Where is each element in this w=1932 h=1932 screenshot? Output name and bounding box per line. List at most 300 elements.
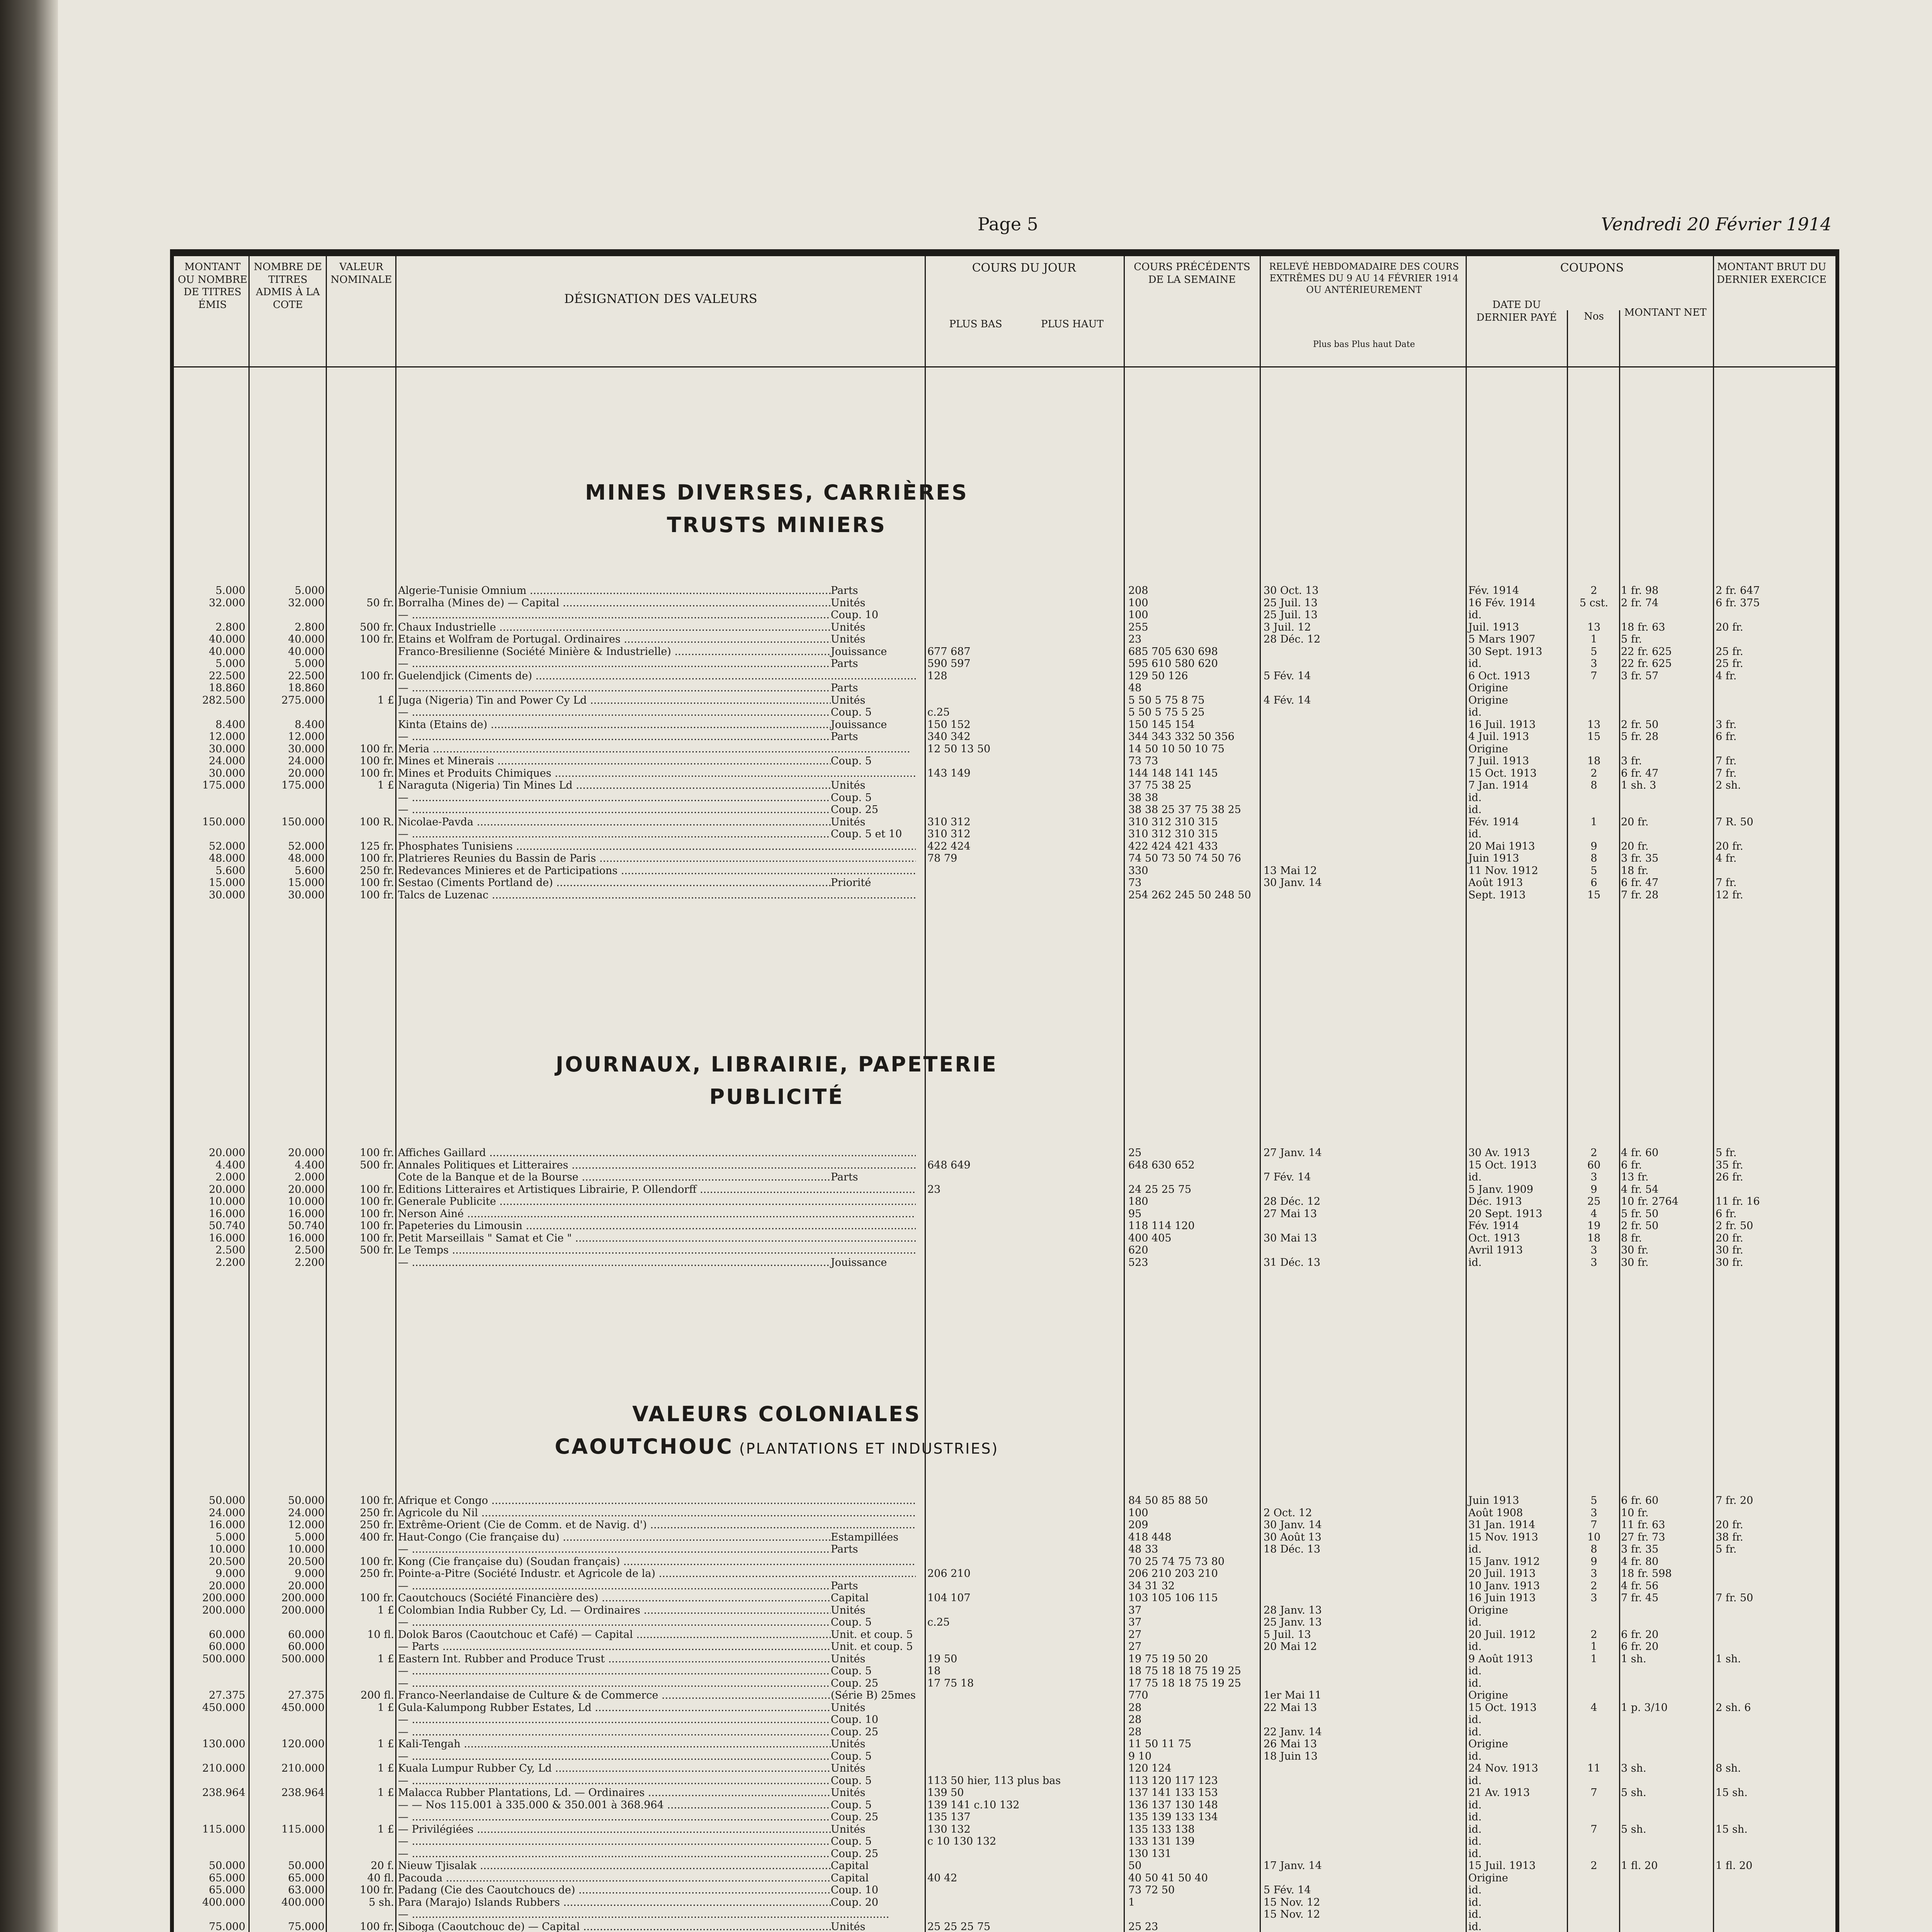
cell-montant-brut: 35 fr. <box>1716 1159 1743 1171</box>
cell-cours-precedents: 28 <box>1128 1701 1142 1714</box>
section-title-line1: MINES DIVERSES, CARRIÈRES <box>585 480 968 505</box>
cell-categorie: Coup. 5 <box>831 1616 923 1629</box>
cell-coupon-date: id. <box>1468 609 1482 621</box>
cell-coupon-date: id. <box>1468 1908 1482 1920</box>
table-row <box>174 1604 1835 1617</box>
table-row <box>174 1738 1835 1750</box>
col-plus-haut: PLUS HAUT <box>1041 318 1104 330</box>
issue-date: Vendredi 20 Février 1914 <box>1601 214 1832 235</box>
cell-valeur: 200 fl. <box>361 1689 394 1701</box>
section-title <box>398 1398 1155 1463</box>
cell-coupon-date: Août 1913 <box>1468 877 1523 889</box>
cell-coupon-date: Origine <box>1468 682 1508 694</box>
cell-releve-date: 30 Mai 13 <box>1264 1232 1317 1244</box>
cell-categorie: Coup. 5 et 10 <box>831 828 923 840</box>
cell-montant: 50.000 <box>209 1495 245 1507</box>
cell-cours-precedents: 27 <box>1128 1641 1142 1653</box>
cell-nombre: 5.000 <box>294 585 325 597</box>
cell-designation: Affiches Gaillard ..... <box>398 1147 916 1159</box>
cell-cours-precedents: 40 50 41 50 40 <box>1128 1872 1208 1884</box>
cell-designation: Siboga (Caoutchouc de) — Capital ..... <box>398 1921 916 1932</box>
cell-coupon-date: id. <box>1468 658 1482 670</box>
page-number: Page 5 <box>978 214 1038 235</box>
cell-coupon-date: 20 Juil. 1912 <box>1468 1628 1536 1641</box>
cell-categorie: Capital <box>831 1592 923 1604</box>
cell-coupon-date: 20 Sept. 1913 <box>1468 1208 1543 1220</box>
cell-montant-net: 1 fl. 20 <box>1621 1860 1658 1872</box>
cell-montant: 50.000 <box>209 1860 245 1872</box>
cell-nombre: 15.000 <box>288 877 325 889</box>
cell-montant: 22.500 <box>209 670 245 682</box>
cell-designation: — ..... <box>398 1750 916 1763</box>
cell-designation: Franco-Neerlandaise de Culture & de Commerce ..... <box>398 1689 916 1702</box>
cell-cours-precedents: 118 114 120 <box>1128 1220 1195 1232</box>
cell-cours-precedents: 254 262 245 50 248 50 <box>1128 889 1251 901</box>
cell-valeur: 100 fr. <box>360 1208 394 1220</box>
cell-designation: Annales Politiques et Litteraires ..... <box>398 1159 916 1172</box>
cell-designation: — ..... <box>398 1835 916 1848</box>
cell-coupon-date: 15 Oct. 1913 <box>1468 767 1537 779</box>
cell-valeur: 100 fr. <box>360 1183 394 1196</box>
cell-cours-precedents: 135 139 133 134 <box>1128 1811 1218 1823</box>
cell-montant-brut: 15 sh. <box>1716 1823 1748 1835</box>
cell-categorie: Coup. 10 <box>831 1714 923 1726</box>
cell-releve-date: 30 Oct. 13 <box>1264 585 1319 597</box>
cell-montant-net: 20 fr. <box>1621 840 1649 852</box>
cell-releve-date: 20 Mai 12 <box>1264 1641 1317 1653</box>
cell-categorie: Unités <box>831 1738 923 1750</box>
cell-coupon-no: 2 <box>1590 1580 1597 1592</box>
cell-coupon-date: Juin 1913 <box>1468 852 1519 864</box>
cell-designation: Kuala Lumpur Rubber Cy, Ld ..... <box>398 1762 916 1775</box>
cell-nombre: 400.000 <box>281 1896 325 1908</box>
cell-categorie: Coup. 5 <box>831 706 923 719</box>
cell-coupon-date: id. <box>1468 1920 1482 1932</box>
cell-designation: Juga (Nigeria) Tin and Power Cy Ld ..... <box>398 694 916 707</box>
cell-releve-date: 15 Nov. 12 <box>1264 1896 1320 1908</box>
cell-montant-brut: 6 fr. <box>1716 731 1737 743</box>
cell-nombre: 18.860 <box>288 682 325 694</box>
section-rows <box>174 1147 1835 1269</box>
cell-coupon-date: Fév. 1914 <box>1468 1220 1519 1232</box>
cell-cours-precedents: 37 75 38 25 <box>1128 779 1192 791</box>
cell-releve-date: 25 Juil. 13 <box>1264 597 1318 609</box>
table-row <box>174 1896 1835 1909</box>
cell-cours-precedents: 48 <box>1128 682 1142 694</box>
cell-nombre: 10.000 <box>288 1543 325 1555</box>
cell-montant-net: 7 fr. 45 <box>1621 1592 1659 1604</box>
cell-montant-brut: 7 fr. <box>1716 877 1737 889</box>
cell-cours-jour: 422 424 <box>927 840 971 852</box>
cell-montant-net: 22 fr. 625 <box>1621 645 1672 658</box>
table-row <box>174 1714 1835 1726</box>
cell-designation: Petit Marseillais " Samat et Cie " ..... <box>398 1232 916 1245</box>
cell-montant-net: 5 sh. <box>1621 1787 1646 1799</box>
cell-categorie: Unités <box>831 1702 923 1714</box>
cell-cours-jour: 17 75 18 <box>927 1677 974 1689</box>
cell-coupon-no: 3 <box>1590 1256 1597 1269</box>
table-row <box>174 1592 1835 1604</box>
table-row <box>174 1702 1835 1714</box>
table-row <box>174 1147 1835 1159</box>
cell-montant: 50.740 <box>209 1220 245 1232</box>
cell-releve-date: 25 Janv. 13 <box>1264 1616 1322 1628</box>
cell-montant-net: 4 fr. 80 <box>1621 1555 1659 1568</box>
col-cours-precedents: COURS PRÉCÉDENTS DE LA SEMAINE <box>1134 261 1250 286</box>
cell-designation: — ..... <box>398 804 916 816</box>
cell-cours-precedents: 135 133 138 <box>1128 1823 1195 1835</box>
cell-valeur: 1 £ <box>378 1653 394 1665</box>
cell-montant-net: 1 sh. 3 <box>1621 779 1656 791</box>
cell-montant-brut: 1 fl. 20 <box>1716 1860 1753 1872</box>
col-date-dernier: DATE DU DERNIER PAYÉ <box>1476 299 1557 323</box>
cell-montant-net: 5 fr. 28 <box>1621 731 1659 743</box>
cell-coupon-date: Sept. 1913 <box>1468 889 1526 901</box>
cell-montant-net: 2 fr. 74 <box>1621 597 1659 609</box>
cell-valeur: 10 fl. <box>367 1628 394 1641</box>
section-title-main: PUBLICITÉ <box>709 1084 844 1109</box>
cell-designation: — ..... <box>398 1775 916 1787</box>
table-row <box>174 1159 1835 1172</box>
cell-cours-precedents: 620 <box>1128 1244 1148 1256</box>
cell-cours-jour: 139 50 <box>927 1787 964 1799</box>
cell-nombre: 27.375 <box>288 1689 325 1701</box>
cell-coupon-date: id. <box>1468 1823 1482 1835</box>
cell-categorie: Parts <box>831 1580 923 1592</box>
col-plus-bas: PLUS BAS <box>949 318 1002 330</box>
cell-cours-precedents: 14 50 10 50 10 75 <box>1128 743 1225 755</box>
cell-coupon-date: id. <box>1468 1750 1482 1762</box>
cell-coupon-no: 15 <box>1587 731 1601 743</box>
cell-nombre: 20.000 <box>288 1580 325 1592</box>
cell-coupon-date: id. <box>1468 1641 1482 1653</box>
cell-nombre: 40.000 <box>288 633 325 645</box>
cell-cours-precedents: 100 <box>1128 609 1148 621</box>
cell-coupon-date: Origine <box>1468 743 1508 755</box>
cell-designation: Talcs de Luzenac ..... <box>398 889 916 901</box>
table-row <box>174 1726 1835 1738</box>
table-row <box>174 670 1835 682</box>
cell-releve-date: 25 Juil. 13 <box>1264 609 1318 621</box>
cell-montant-net: 30 fr. <box>1621 1256 1649 1269</box>
cell-coupon-no: 18 <box>1587 755 1601 767</box>
cell-montant-net: 4 fr. 56 <box>1621 1580 1659 1592</box>
cell-montant: 130.000 <box>202 1738 245 1750</box>
cell-montant: 60.000 <box>209 1628 245 1641</box>
cell-cours-precedents: 9 10 <box>1128 1750 1152 1762</box>
cell-montant: 32.000 <box>209 597 245 609</box>
cell-montant-brut: 20 fr. <box>1716 1519 1743 1531</box>
cell-nombre: 30.000 <box>288 889 325 901</box>
cell-montant-brut: 7 fr. <box>1716 767 1737 779</box>
cell-montant-net: 22 fr. 625 <box>1621 658 1672 670</box>
cell-designation: Nerson Ainé ..... <box>398 1208 916 1220</box>
cell-cours-jour: 128 <box>927 670 947 682</box>
cell-montant: 8.400 <box>215 718 245 731</box>
cell-montant-brut: 15 sh. <box>1716 1787 1748 1799</box>
cell-montant: 16.000 <box>209 1232 245 1244</box>
cell-coupon-date: id. <box>1468 1835 1482 1847</box>
cell-montant-net: 6 fr. 47 <box>1621 767 1659 779</box>
cell-valeur: 500 fr. <box>360 621 394 633</box>
cell-coupon-date: 16 Juil. 1913 <box>1468 718 1536 731</box>
cell-coupon-no: 25 <box>1587 1196 1601 1208</box>
cell-montant: 15.000 <box>209 877 245 889</box>
cell-montant: 52.000 <box>209 840 245 852</box>
cell-designation: Etains et Wolfram de Portugal. Ordinaires ..... <box>398 633 916 646</box>
section-title-line1: JOURNAUX, LIBRAIRIE, PAPETERIE <box>556 1052 998 1077</box>
table-row <box>174 1750 1835 1763</box>
table-row <box>174 1543 1835 1556</box>
cell-montant-net: 20 fr. <box>1621 816 1649 828</box>
cell-coupon-no: 5 cst. <box>1579 597 1609 609</box>
cell-valeur: 100 fr. <box>360 877 394 889</box>
table-row <box>174 1641 1835 1653</box>
cell-designation: Mines et Produits Chimiques ..... <box>398 767 916 780</box>
cell-montant: 30.000 <box>209 889 245 901</box>
cell-cours-precedents: 23 <box>1128 633 1142 645</box>
table-row <box>174 1811 1835 1823</box>
cell-coupon-date: 11 Nov. 1912 <box>1468 864 1538 877</box>
cell-cours-precedents: 38 38 <box>1128 791 1158 804</box>
table-row <box>174 706 1835 719</box>
cell-nombre: 500.000 <box>281 1653 325 1665</box>
cell-designation: Guelendjick (Ciments de) ..... <box>398 670 916 682</box>
cell-cours-precedents: 1 <box>1128 1896 1135 1908</box>
cell-categorie: Coup. 25 <box>831 1848 923 1860</box>
table-row <box>174 1799 1835 1811</box>
cell-montant: 210.000 <box>202 1762 245 1774</box>
cell-coupon-date: 20 Juil. 1913 <box>1468 1568 1536 1580</box>
table-row <box>174 1775 1835 1787</box>
cell-coupon-date: id. <box>1468 1677 1482 1689</box>
cell-categorie: Coup. 5 <box>831 1799 923 1811</box>
cell-valeur: 1 £ <box>378 1823 394 1835</box>
cell-coupon-date: Juin 1913 <box>1468 1495 1519 1507</box>
section-rows <box>174 585 1835 901</box>
cell-valeur: 125 fr. <box>360 840 394 852</box>
cell-montant-brut: 2 sh. <box>1716 779 1741 791</box>
cell-valeur: 1 £ <box>378 779 394 791</box>
cell-coupon-date: Origine <box>1468 1872 1508 1884</box>
cell-designation: Kong (Cie française du) (Soudan français) ..... <box>398 1556 916 1568</box>
cell-coupon-date: Déc. 1913 <box>1468 1196 1522 1208</box>
cell-valeur: 100 fr. <box>360 1232 394 1244</box>
cell-montant: 65.000 <box>209 1884 245 1896</box>
cell-montant-net: 4 fr. 60 <box>1621 1147 1659 1159</box>
cell-cours-precedents: 648 630 652 <box>1128 1159 1195 1171</box>
cell-montant: 30.000 <box>209 767 245 779</box>
cell-coupon-no: 9 <box>1590 1555 1597 1568</box>
cell-coupon-no: 19 <box>1587 1220 1601 1232</box>
cell-montant: 27.375 <box>209 1689 245 1701</box>
cell-coupon-date: 15 Juil. 1913 <box>1468 1860 1536 1872</box>
cell-cours-precedents: 28 <box>1128 1714 1142 1726</box>
cell-montant-brut: 6 fr. <box>1716 1208 1737 1220</box>
cell-montant: 16.000 <box>209 1519 245 1531</box>
cell-coupon-date: Fév. 1914 <box>1468 585 1519 597</box>
cell-designation: Kali-Tengah ..... <box>398 1738 916 1750</box>
cell-designation: — ..... <box>398 1257 916 1269</box>
cell-coupon-no: 18 <box>1587 1232 1601 1244</box>
cell-designation: Dolok Baros (Caoutchouc et Café) — Capital ..... <box>398 1629 916 1641</box>
cell-cours-jour: 25 25 25 75 <box>927 1920 991 1932</box>
cell-cours-jour: 206 210 <box>927 1568 971 1580</box>
cell-coupon-date: 15 Oct. 1913 <box>1468 1159 1537 1171</box>
cell-montant: 450.000 <box>202 1701 245 1714</box>
cell-montant: 10.000 <box>209 1196 245 1208</box>
cell-nombre: 65.000 <box>288 1872 325 1884</box>
section-title-main: CAOUTCHOUC <box>554 1434 733 1459</box>
cell-cours-precedents: 209 <box>1128 1519 1148 1531</box>
cell-montant-net: 6 fr. <box>1621 1159 1642 1171</box>
cell-designation: Editions Litteraires et Artistiques Librairie, P. Ollendorff ..... <box>398 1184 916 1196</box>
cell-designation: — ..... <box>398 706 916 719</box>
cell-montant: 60.000 <box>209 1641 245 1653</box>
table-row <box>174 585 1835 597</box>
cell-categorie: Coup. 25 <box>831 1677 923 1690</box>
table-row <box>174 646 1835 658</box>
cell-releve-date: 30 Janv. 14 <box>1264 877 1322 889</box>
cell-montant-brut: 26 fr. <box>1716 1171 1743 1183</box>
cell-montant-brut: 20 fr. <box>1716 621 1743 633</box>
cell-nombre: 175.000 <box>281 779 325 791</box>
cell-coupon-date: 7 Juil. 1913 <box>1468 755 1529 767</box>
cell-montant-brut: 7 fr. <box>1716 755 1737 767</box>
section-title-line2 <box>398 1430 1155 1463</box>
cell-valeur: 1 £ <box>378 1738 394 1750</box>
cell-categorie: Unités <box>831 779 923 792</box>
cell-montant-net: 4 fr. 54 <box>1621 1183 1659 1196</box>
cell-montant-net: 8 fr. <box>1621 1232 1642 1244</box>
cell-montant: 200.000 <box>202 1604 245 1616</box>
cell-designation: Generale Publicite ..... <box>398 1196 916 1208</box>
table-row <box>174 1908 1835 1921</box>
cell-valeur: 50 fr. <box>366 597 394 609</box>
cell-coupon-date: 15 Nov. 1913 <box>1468 1531 1538 1543</box>
cell-designation: Sestao (Ciments Portland de) ..... <box>398 877 916 889</box>
cell-designation: Borralha (Mines de) — Capital ..... <box>398 597 916 609</box>
cell-coupon-no: 7 <box>1590 1823 1597 1835</box>
cell-releve-date: 18 Déc. 13 <box>1264 1543 1321 1555</box>
cell-coupon-date: Fév. 1914 <box>1468 816 1519 828</box>
cell-coupon-no: 10 <box>1587 1531 1601 1543</box>
cell-cours-precedents: 120 124 <box>1128 1762 1172 1774</box>
cell-montant-brut: 1 sh. <box>1716 1653 1741 1665</box>
table-row <box>174 1653 1835 1665</box>
cell-coupon-date: id. <box>1468 1171 1482 1183</box>
cell-montant-net: 3 fr. 57 <box>1621 670 1659 682</box>
table-row <box>174 1823 1835 1836</box>
cell-categorie: Coup. 5 <box>831 755 923 767</box>
cell-designation: — ..... <box>398 1543 916 1556</box>
cell-releve-date: 22 Mai 13 <box>1264 1701 1317 1714</box>
cell-categorie: Unit. et coup. 5 <box>831 1641 923 1653</box>
cell-nombre: 52.000 <box>288 840 325 852</box>
cell-montant-net: 10 fr. 2764 <box>1621 1196 1679 1208</box>
cell-cours-jour: c 10 130 132 <box>927 1835 997 1847</box>
section-rows <box>174 1495 1835 1932</box>
cell-designation: — Privilégiées ..... <box>398 1823 916 1836</box>
cell-montant: 500.000 <box>202 1653 245 1665</box>
cell-nombre: 24.000 <box>288 755 325 767</box>
cell-montant-brut: 5 fr. <box>1716 1543 1737 1555</box>
cell-nombre: 4.400 <box>294 1159 325 1171</box>
cell-montant-brut: 7 R. 50 <box>1716 816 1753 828</box>
cell-cours-jour: 310 312 <box>927 828 971 840</box>
cell-designation: Kinta (Etains de) ..... <box>398 719 916 731</box>
cell-categorie: Unités <box>831 1762 923 1775</box>
table-row <box>174 1184 1835 1196</box>
cell-releve-date: 27 Janv. 14 <box>1264 1147 1322 1159</box>
cell-designation: — ..... <box>398 792 916 804</box>
cell-nombre: 12.000 <box>288 731 325 743</box>
cell-coupon-no: 1 <box>1590 816 1597 828</box>
cell-categorie: Jouissance <box>831 1257 923 1269</box>
cell-coupon-date: 16 Juin 1913 <box>1468 1592 1536 1604</box>
table-row <box>174 1835 1835 1848</box>
cell-cours-precedents: 37 <box>1128 1604 1142 1616</box>
cell-cours-jour: 78 79 <box>927 852 957 864</box>
cell-cours-precedents: 130 131 <box>1128 1847 1172 1860</box>
cell-designation: — ..... <box>398 828 916 840</box>
cell-montant-net: 6 fr. 20 <box>1621 1641 1659 1653</box>
cell-montant: 5.000 <box>215 585 245 597</box>
cell-releve-date: 5 Juil. 13 <box>1264 1628 1311 1641</box>
table-row <box>174 1580 1835 1592</box>
cell-valeur: 1 £ <box>378 1701 394 1714</box>
cell-montant: 2.200 <box>215 1256 245 1269</box>
cell-categorie: Unités <box>831 633 923 646</box>
cell-montant-brut: 25 fr. <box>1716 645 1743 658</box>
cell-categorie: Coup. 5 <box>831 1775 923 1787</box>
cell-categorie: Coup. 20 <box>831 1896 923 1909</box>
cell-valeur: 100 fr. <box>360 743 394 755</box>
cell-valeur: 1 £ <box>378 1604 394 1616</box>
cell-coupon-no: 2 <box>1590 767 1597 779</box>
cell-categorie: Unités <box>831 1823 923 1836</box>
cell-valeur: 1 £ <box>378 694 394 706</box>
col-nombre: NOMBRE DE TITRES ADMIS À LA COTE <box>253 261 322 311</box>
section-title-line2 <box>398 1081 1155 1113</box>
cell-montant: 4.400 <box>215 1159 245 1171</box>
section-title-line2 <box>398 509 1155 541</box>
cell-nombre: 60.000 <box>288 1628 325 1641</box>
cell-cours-precedents: 144 148 141 145 <box>1128 767 1218 779</box>
cell-coupon-date: id. <box>1468 1847 1482 1860</box>
cell-nombre: 200.000 <box>281 1592 325 1604</box>
cell-montant-brut: 8 sh. <box>1716 1762 1741 1774</box>
cell-releve-date: 1er Mai 11 <box>1264 1689 1321 1701</box>
cell-coupon-no: 7 <box>1590 1519 1597 1531</box>
cell-cours-precedents: 180 <box>1128 1196 1148 1208</box>
cell-categorie: Unités <box>831 621 923 634</box>
cell-coupon-no: 8 <box>1590 779 1597 791</box>
cell-montant: 75.000 <box>209 1920 245 1932</box>
cell-coupon-no: 60 <box>1587 1159 1601 1171</box>
cell-valeur: 100 fr. <box>360 1495 394 1507</box>
cell-cours-precedents: 73 73 <box>1128 755 1158 767</box>
cell-categorie: Unités <box>831 597 923 609</box>
cell-valeur: 250 fr. <box>360 1568 394 1580</box>
cell-coupon-date: id. <box>1468 1896 1482 1908</box>
cell-montant: 115.000 <box>202 1823 245 1835</box>
cell-cours-precedents: 255 <box>1128 621 1148 633</box>
cell-montant-net: 18 fr. 598 <box>1621 1568 1672 1580</box>
cell-montant: 48.000 <box>209 852 245 864</box>
cell-montant-net: 3 sh. <box>1621 1762 1646 1774</box>
cell-cours-precedents: 208 <box>1128 585 1148 597</box>
